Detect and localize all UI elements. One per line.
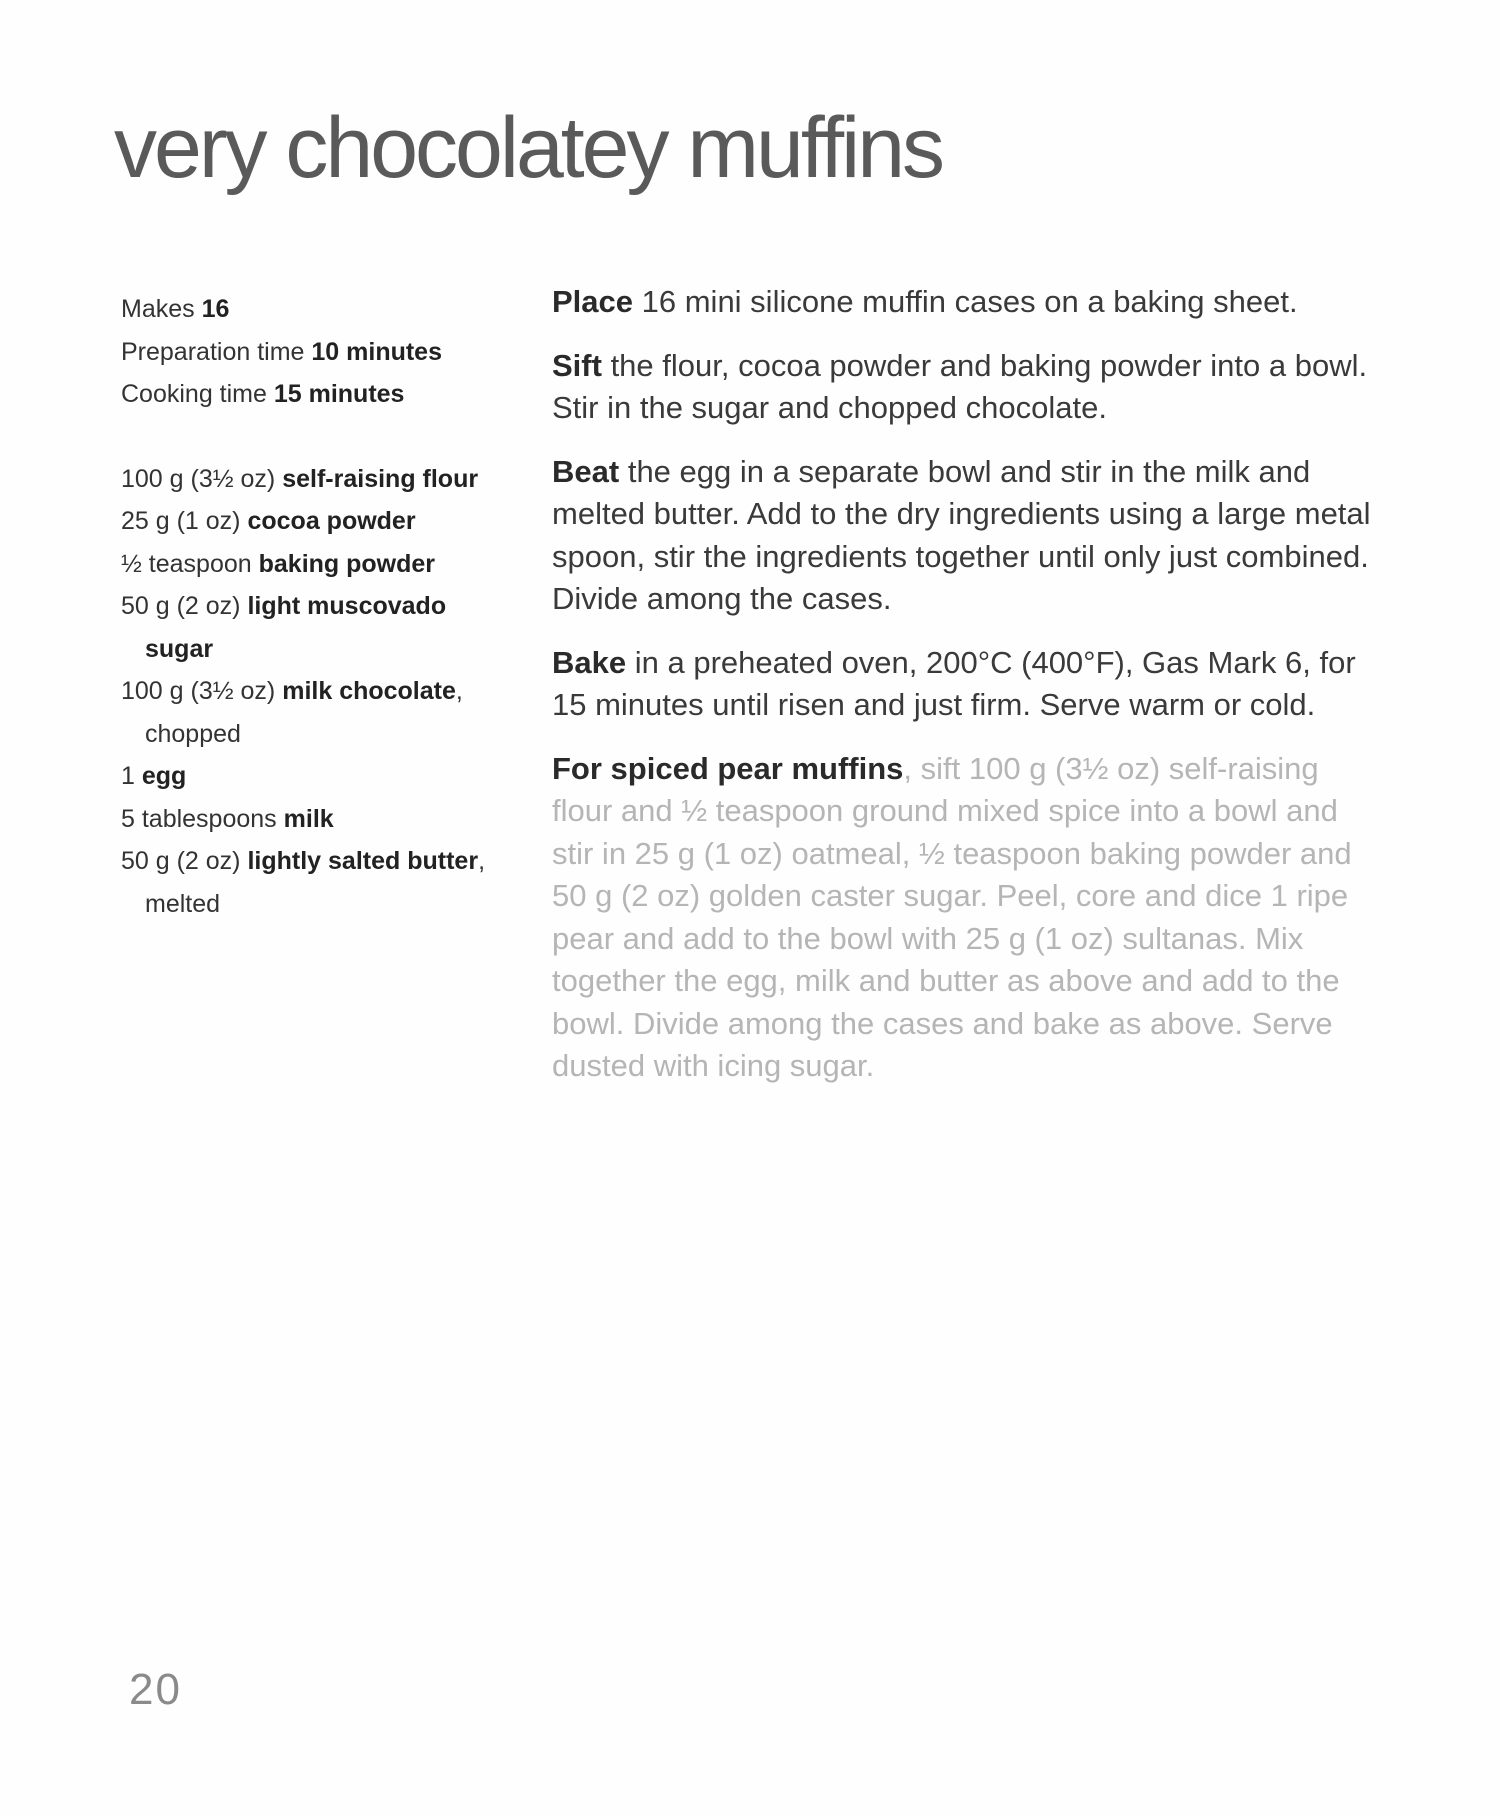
ingredient-item bbox=[121, 840, 521, 925]
method-step-lead: Beat bbox=[552, 453, 620, 489]
ingredient-quantity: 100 g (3½ oz) bbox=[121, 464, 276, 493]
ingredient-name: cocoa powder bbox=[247, 507, 416, 535]
method-step-lead: Bake bbox=[552, 644, 627, 680]
ingredient-item bbox=[121, 543, 521, 586]
page-number: 20 bbox=[129, 1665, 182, 1714]
prep-time-label: Preparation time bbox=[121, 337, 305, 366]
prep-time-line bbox=[121, 331, 521, 374]
cook-time-value: 15 minutes bbox=[273, 380, 405, 408]
prep-time-value: 10 minutes bbox=[311, 337, 442, 366]
method-step-text: the flour, cocoa powder and baking powder into a bowl. Stir in the sugar and chopped chocolate. bbox=[552, 347, 1368, 425]
method-step bbox=[552, 345, 1372, 430]
makes-line bbox=[121, 288, 521, 331]
makes-value: 16 bbox=[201, 295, 230, 323]
ingredient-item bbox=[121, 585, 521, 670]
ingredient-name: baking powder bbox=[258, 549, 436, 578]
ingredient-quantity: 50 g (2 oz) bbox=[121, 592, 241, 620]
method-step-text: 16 mini silicone muffin cases on a baking sheet. bbox=[641, 284, 1298, 319]
method-step bbox=[552, 642, 1372, 727]
ingredient-name: light muscovado sugar bbox=[145, 592, 447, 663]
ingredient-quantity: 5 tablespoons bbox=[121, 804, 277, 833]
method-step-text: the egg in a separate bowl and stir in the milk and melted butter. Add to the dry ingredients using a large metal spoon, stir the ingredients together until only just combined. Divide among the cases. bbox=[552, 453, 1371, 616]
ingredient-name: self-raising flour bbox=[282, 464, 479, 493]
ingredient-item bbox=[121, 755, 521, 798]
ingredient-item bbox=[121, 798, 521, 841]
ingredient-note: , melted bbox=[145, 847, 486, 918]
ingredient-quantity: 1 bbox=[121, 762, 135, 790]
cook-time-line bbox=[121, 373, 521, 416]
ingredient-name: milk chocolate bbox=[282, 677, 456, 705]
method-column bbox=[552, 281, 1372, 1109]
ingredient-item bbox=[121, 670, 521, 755]
method-step-lead: Place bbox=[552, 284, 634, 319]
recipe-title: very chocolatey muffins bbox=[114, 100, 943, 196]
makes-label: Makes bbox=[121, 295, 195, 323]
ingredients-column bbox=[121, 288, 521, 925]
ingredient-name: milk bbox=[283, 804, 334, 833]
ingredient-item bbox=[121, 500, 521, 543]
method-step bbox=[552, 451, 1372, 621]
recipe-meta bbox=[121, 288, 521, 416]
ingredient-name: egg bbox=[141, 762, 187, 790]
ingredient-quantity: ½ teaspoon bbox=[121, 549, 252, 578]
cook-time-label: Cooking time bbox=[121, 380, 267, 408]
variation-lead: For spiced pear muffins bbox=[552, 750, 904, 786]
ingredient-list bbox=[121, 458, 521, 926]
ingredient-quantity: 50 g (2 oz) bbox=[121, 847, 241, 875]
ingredient-quantity: 100 g (3½ oz) bbox=[121, 677, 276, 705]
variation-text: , sift 100 g (3½ oz) self-raising flour and ½ teaspoon ground mixed spice into a bowl and stir in 25 g (1 oz) oatmeal, ½ teaspoon baking powder and 50 g (2 oz) golden caster sugar. Peel, core and dice 1 ripe pear and add to the bowl with 25 g (1 oz) sultanas. Mix together the egg, milk and butter as above and add to the bowl. Divide among the cases and bake as above. Serve dusted with icing sugar. bbox=[552, 750, 1352, 1083]
ingredient-quantity: 25 g (1 oz) bbox=[121, 507, 241, 535]
method-step bbox=[552, 281, 1372, 324]
ingredient-item bbox=[121, 458, 521, 501]
method-step-lead: Sift bbox=[552, 347, 602, 383]
ingredient-name: lightly salted butter bbox=[247, 847, 479, 875]
ingredient-note: , chopped bbox=[145, 677, 463, 748]
variation-paragraph bbox=[552, 748, 1372, 1088]
method-step-text: in a preheated oven, 200°C (400°F), Gas Mark 6, for 15 minutes until risen and just firm. Serve warm or cold. bbox=[552, 644, 1356, 722]
